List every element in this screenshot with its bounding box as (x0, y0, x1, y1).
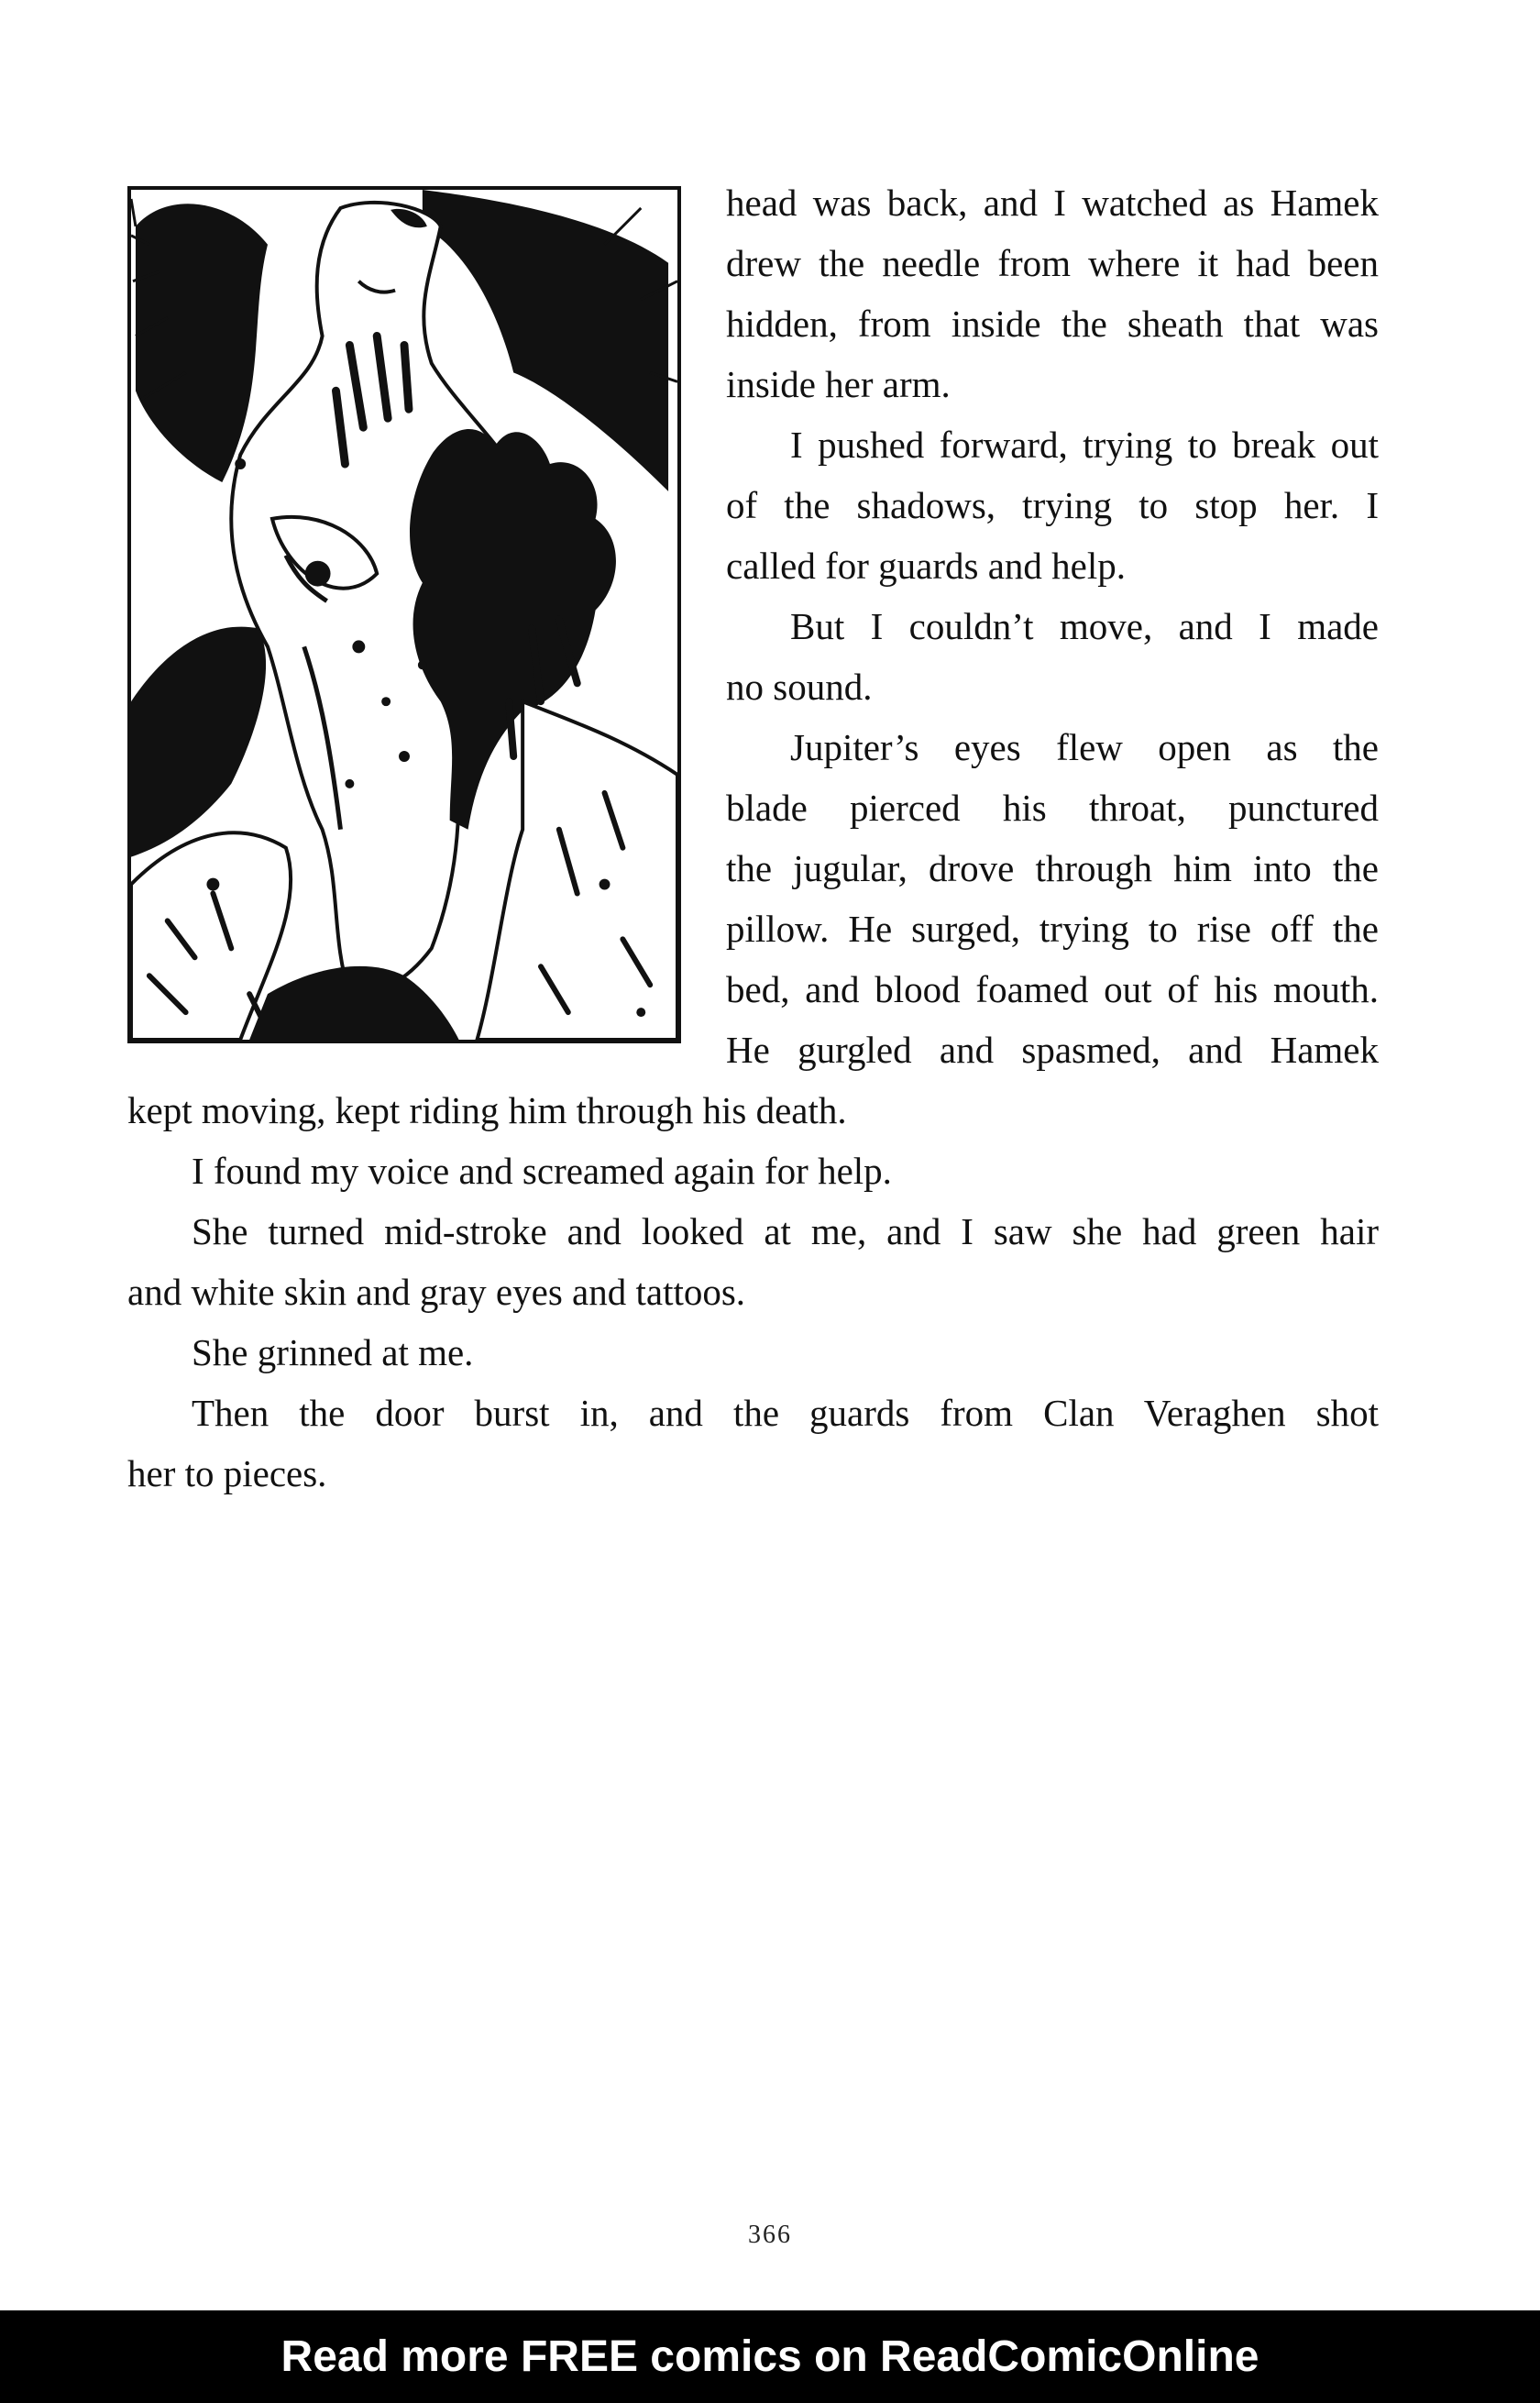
text-line: of the shadows, trying to stop her. I (726, 484, 1379, 526)
promo-banner[interactable] (0, 2310, 1540, 2403)
text-line: drew the needle from where it had been (726, 242, 1379, 284)
text-line: Jupiter’s eyes flew open as the (790, 726, 1379, 768)
promo-banner-text: Read more FREE comics on ReadComicOnline (280, 2332, 1260, 2381)
text-line: hidden, from inside the sheath that was (726, 303, 1379, 345)
text-line: She turned mid-stroke and looked at me, and I saw she had green hair (192, 1210, 1379, 1252)
text-line: He gurgled and spasmed, and Hamek (726, 1029, 1379, 1071)
ink-illustration (127, 186, 681, 1043)
page-number: 366 (748, 2221, 792, 2249)
text-line: blade pierced his throat, punctured (726, 787, 1379, 829)
text-line: kept moving, kept riding him through his death. (127, 1089, 847, 1131)
text-line: and white skin and gray eyes and tattoos. (127, 1271, 746, 1313)
text-line: pillow. He surged, trying to rise off the (726, 908, 1379, 950)
text-line: She grinned at me. (192, 1331, 474, 1373)
text-line: no sound. (726, 666, 873, 708)
text-line: I pushed forward, trying to break out (790, 424, 1379, 466)
illustration-drawing (131, 190, 677, 1040)
text-line: her to pieces. (127, 1452, 327, 1494)
text-line: the jugular, drove through him into the (726, 847, 1379, 889)
text-line: bed, and blood foamed out of his mouth. (726, 968, 1379, 1010)
text-line: inside her arm. (726, 363, 951, 405)
text-line: called for guards and help. (726, 545, 1127, 587)
text-line: I found my voice and screamed again for help. (192, 1150, 892, 1192)
text-line: But I couldn’t move, and I made (790, 605, 1379, 647)
text-line: Then the door burst in, and the guards from Clan Veraghen shot (192, 1392, 1379, 1434)
text-line: head was back, and I watched as Hamek (726, 182, 1379, 224)
